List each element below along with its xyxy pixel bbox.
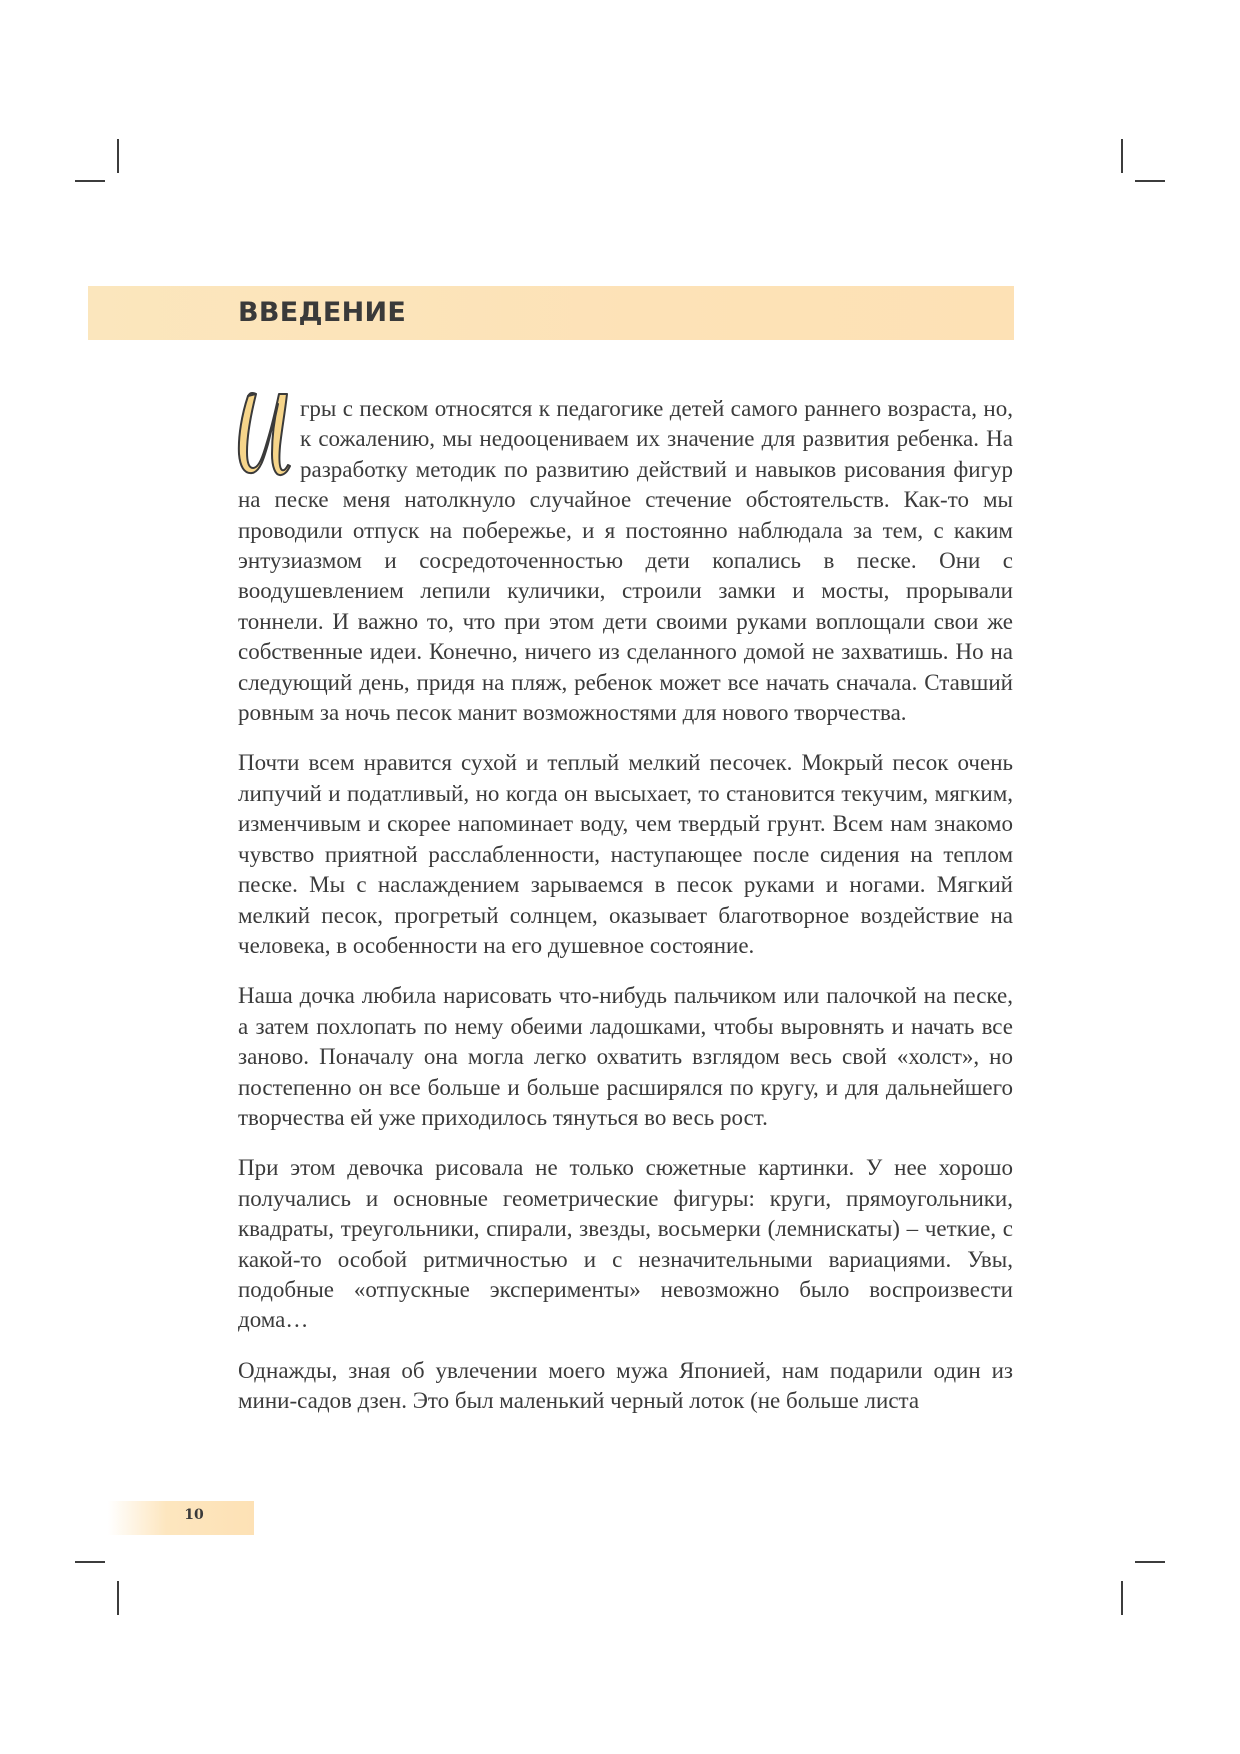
crop-mark-top-right-vertical xyxy=(1121,139,1123,173)
paragraph-1 xyxy=(238,394,1013,728)
crop-mark-bottom-right-horizontal xyxy=(1135,1561,1165,1563)
paragraph-1-text: гры с песком относятся к педагогике детей самого раннего возраста, но, к сожалению, мы недооцениваем их значение для развития ребенка. На разработку методик по развитию действий и навыков рисования фигур на песке меня натолкнуло случайное стечение обстоятельств. Как-то мы проводили отпуск на побережье, и я постоянно наблюдала за тем, с каким энтузиазмом и сосредоточенностью дети копались в песке. Они с воодушевлением лепили куличики, строили замки и мосты, прорывали тоннели. И важно то, что при этом дети своими руками воплощали свои же собственные идеи. Конечно, ничего из сделанного домой не захватишь. Но на следующий день, придя на пляж, ребенок может все начать сначала. Ставший ровным за ночь песок манит возможностями для нового творчества. xyxy=(238,396,1013,726)
drop-cap-letter-glyph xyxy=(234,386,292,482)
crop-mark-top-left-horizontal xyxy=(75,180,105,182)
paragraph-4: При этом девочка рисовала не только сюжетные картинки. У нее хорошо получались и основные геометрические фигуры: круги, прямоугольники, квадраты, треугольники, спирали, звезды, восьмерки (лемнискаты) – четкие, с какой-то особой ритмичностью и с незначительными вариациями. Увы, подобные «отпускные эксперименты» невозможно было воспроизвести дома… xyxy=(238,1155,1013,1333)
page-number: 10 xyxy=(184,1507,204,1523)
crop-mark-top-right-horizontal xyxy=(1135,180,1165,182)
drop-cap xyxy=(234,386,292,482)
crop-mark-bottom-left-vertical xyxy=(117,1581,119,1615)
paragraph-5: Однажды, зная об увлечении моего мужа Японией, нам подарили один из мини-садов дзен. Это был маленький черный лоток (не больше листа xyxy=(238,1357,1013,1414)
title-band xyxy=(88,286,1014,340)
paragraph-3: Наша дочка любила нарисовать что-нибудь пальчиком или палочкой на песке, а затем похлопать по нему обеими ладошками, чтобы выровнять и начать все заново. Поначалу она могла легко охватить взглядом весь свой «холст», но постепенно он все больше и больше расширялся по кругу, и для дальнейшего творчества ей уже приходилось тянуться во весь рост. xyxy=(238,983,1013,1130)
paragraph-2: Почти всем нравится сухой и теплый мелкий песочек. Мокрый песок очень липучий и податливый, но когда он высыхает, то становится текучим, мягким, изменчивым и скорее напоминает воду, чем твердый грунт. Всем нам знакомо чувство приятной расслабленности, наступающее после сидения на теплом песке. Мы с наслаждением зарываемся в песок руками и ногами. Мягкий мелкий песок, прогретый солнцем, оказывает благотворное воздействие на человека, в особенности на его душевное состояние. xyxy=(238,750,1013,958)
body-text xyxy=(238,394,1013,1437)
crop-mark-bottom-right-vertical xyxy=(1121,1581,1123,1615)
page-title: ВВЕДЕНИЕ xyxy=(238,297,407,328)
crop-mark-bottom-left-horizontal xyxy=(75,1561,105,1563)
crop-mark-top-left-vertical xyxy=(117,139,119,173)
